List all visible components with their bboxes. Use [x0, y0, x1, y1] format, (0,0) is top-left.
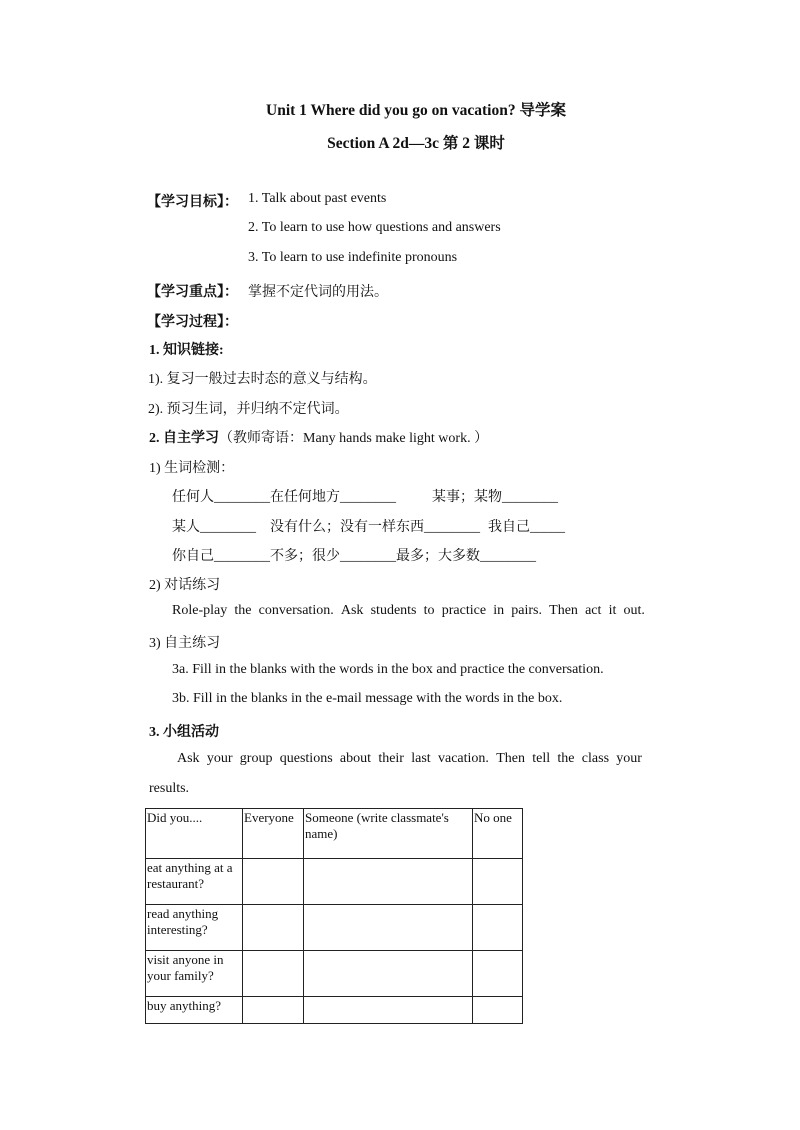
word: the [557, 751, 575, 766]
word: the [234, 603, 252, 618]
answer-cell-someone[interactable] [304, 859, 473, 905]
objective-item: 3. To learn to use indefinite pronouns [248, 250, 458, 265]
section2-heading-bold: 2. 自主学习 [149, 431, 219, 446]
question-cell: eat anything at a restaurant? [146, 859, 243, 905]
word: act [585, 603, 602, 618]
word: students [370, 603, 417, 618]
vocab-line: 任何人________在任何地方________ [172, 490, 396, 505]
section1-heading: 1. 知识链接: [149, 343, 224, 358]
question-cell: visit anyone in your family? [146, 951, 243, 997]
table-row [146, 951, 523, 997]
answer-cell-everyone[interactable] [243, 951, 304, 997]
page-subtitle: Section A 2d—3c 第 2 课时 [327, 135, 505, 152]
word: out. [623, 603, 645, 618]
answer-cell-no-one[interactable] [473, 951, 523, 997]
vocab-line: 你自己________不多；很少________最多；大多数________ [172, 549, 536, 564]
header-cell: No one [473, 809, 523, 859]
section2-heading-motto: （教师寄语：Many hands make light work. ） [219, 431, 489, 446]
key-point-text: 掌握不定代词的用法。 [248, 285, 388, 300]
page-title: Unit 1 Where did you go on vacation? 导学案 [266, 102, 566, 119]
group-activity-paragraph-end: results. [149, 781, 190, 796]
answer-cell-no-one[interactable] [473, 997, 523, 1024]
word: practice [441, 603, 487, 618]
roleplay-instruction [172, 603, 645, 619]
answer-cell-everyone[interactable] [243, 997, 304, 1024]
self-practice-label: 3) 自主练习 [149, 636, 221, 651]
answer-cell-everyone[interactable] [243, 859, 304, 905]
vocab-line: 某事；某物________ [432, 490, 558, 505]
survey-table [145, 808, 523, 1024]
word: last [411, 751, 431, 766]
vocab-line: 某人________ [172, 520, 256, 535]
answer-cell-someone[interactable] [304, 905, 473, 951]
process-label: 【学习过程】： [147, 315, 238, 330]
objectives-label: 【学习目标】： [147, 195, 238, 210]
vocab-test-label: 1) 生词检测： [149, 461, 235, 476]
word: Ask [340, 603, 364, 618]
header-cell: Everyone [243, 809, 304, 859]
word: your [206, 751, 233, 766]
word: in [493, 603, 505, 618]
word: tell [532, 751, 551, 766]
word: Then [549, 603, 578, 618]
word: pairs. [511, 603, 542, 618]
section1-item: 1). 复习一般过去时态的意义与结构。 [148, 372, 377, 387]
word: questions [279, 751, 333, 766]
table-header-row [146, 809, 523, 859]
section3-heading: 3. 小组活动 [149, 725, 219, 740]
group-activity-paragraph [177, 751, 642, 767]
answer-cell-someone[interactable] [304, 951, 473, 997]
word: about [339, 751, 372, 766]
answer-cell-no-one[interactable] [473, 859, 523, 905]
question-cell: read anything interesting? [146, 905, 243, 951]
answer-cell-no-one[interactable] [473, 905, 523, 951]
key-point-label: 【学习重点】： [147, 285, 238, 300]
word: your [616, 751, 642, 766]
section2-heading [149, 427, 488, 447]
table-row [146, 905, 523, 951]
question-cell: buy anything? [146, 997, 243, 1024]
answer-cell-everyone[interactable] [243, 905, 304, 951]
word: their [378, 751, 404, 766]
word: conversation. [258, 603, 334, 618]
word: class [581, 751, 610, 766]
answer-cell-someone[interactable] [304, 997, 473, 1024]
exercise-3b: 3b. Fill in the blanks in the e-mail message with the words in the box. [172, 691, 563, 706]
vocab-line: 没有什么；没有一样东西________ [270, 520, 480, 535]
word: to [423, 603, 435, 618]
word: Role-play [172, 603, 228, 618]
table-row [146, 997, 523, 1024]
vocab-line: 我自己_____ [488, 520, 565, 535]
word: Then [496, 751, 525, 766]
word: vacation. [437, 751, 489, 766]
word: group [239, 751, 273, 766]
objective-item: 1. Talk about past events [248, 191, 387, 206]
table-row [146, 859, 523, 905]
exercise-3a: 3a. Fill in the blanks with the words in the box and practice the conversation. [172, 662, 604, 677]
word: Ask [177, 751, 200, 766]
objective-item: 2. To learn to use how questions and answers [248, 220, 501, 235]
dialogue-practice-label: 2) 对话练习 [149, 578, 221, 593]
header-cell: Someone (write classmate's name) [304, 809, 473, 859]
word: it [608, 603, 617, 618]
section1-item: 2). 预习生词，并归纳不定代词。 [148, 402, 349, 417]
header-cell: Did you.... [146, 809, 243, 859]
